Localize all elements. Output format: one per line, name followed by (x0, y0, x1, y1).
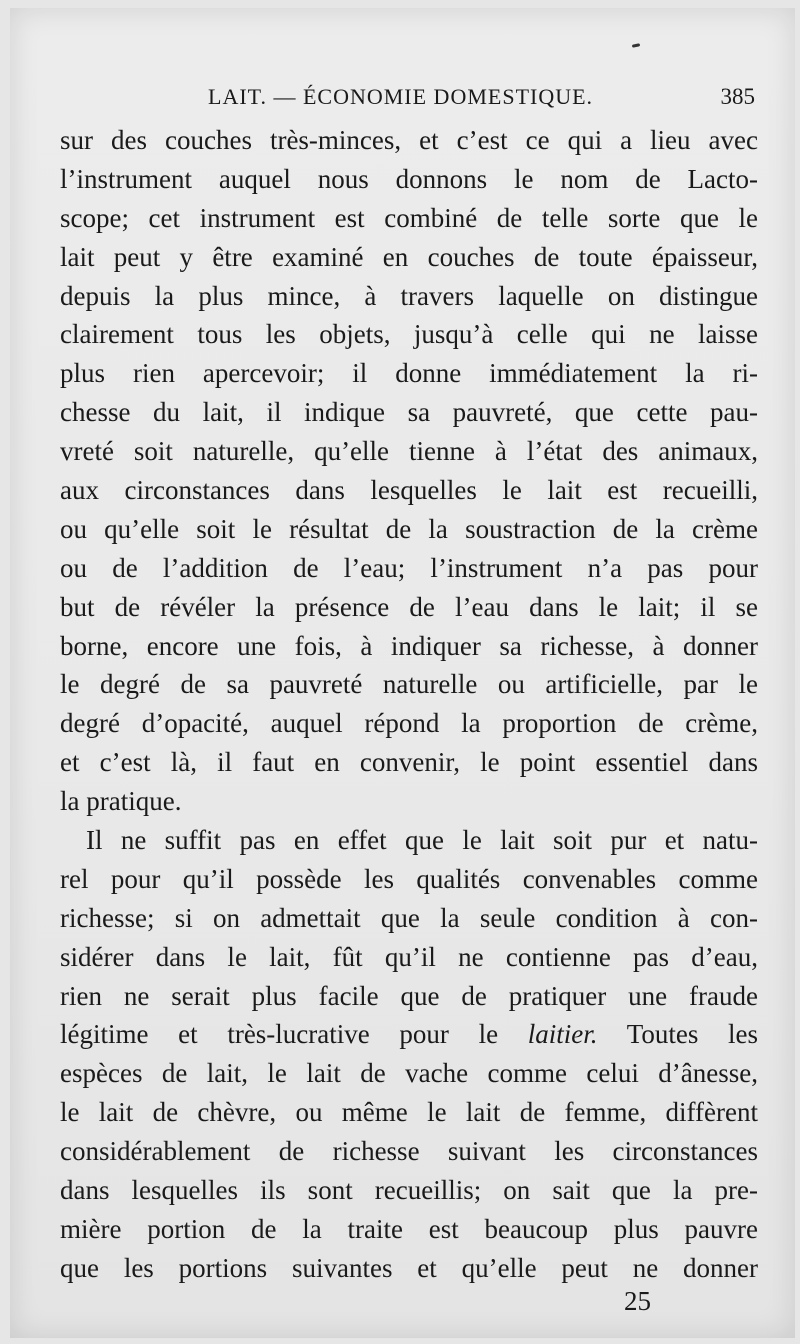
text-line: Il ne suffit pas en effet que le lait soit pur et natu- (86, 825, 758, 856)
page-number: 385 (720, 84, 755, 109)
text-line: espèces de lait, le lait de vache comme celui d’ânesse, (60, 1058, 758, 1089)
text-line: but de révéler la présence de l’eau dans le lait; il se (60, 591, 758, 622)
text-line: considérablement de richesse suivant les circonstances (60, 1136, 758, 1167)
text-line: plus rien apercevoir; il donne immédiatement la ri- (60, 358, 758, 389)
text-line: et c’est là, il faut en convenir, le point essentiel dans (60, 747, 758, 778)
text-line: le lait de chèvre, ou même le lait de femme, diffèrent (60, 1097, 758, 1128)
running-header (60, 84, 755, 114)
text-line: aux circonstances dans lesquelles le lait est recueilli, (60, 475, 758, 506)
text-line: clairement tous les objets, jusqu’à celle qui ne laisse (60, 319, 758, 350)
text-line: l’instrument auquel nous donnons le nom de Lacto- (60, 163, 758, 194)
line-start: légitime et très-lucrative pour le (60, 1019, 528, 1050)
text-line: rel pour qu’il possède les qualités convenables comme (60, 863, 758, 894)
text-line: rien ne serait plus facile que de pratiquer une fraude (60, 980, 758, 1011)
text-line: que les portions suivantes et qu’elle peut ne donner (60, 1252, 758, 1283)
text-line: vreté soit naturelle, qu’elle tienne à l’état des animaux, (60, 436, 758, 467)
text-line: borne, encore une fois, à indiquer sa richesse, à donner (60, 630, 758, 661)
italic-word: laitier. (527, 1019, 598, 1050)
text-line: depuis la plus mince, à travers laquelle on distingue (60, 280, 758, 311)
signature-mark: 25 (624, 1286, 651, 1316)
body-text (60, 121, 758, 1288)
text-line: le degré de sa pauvreté naturelle ou artificielle, par le (60, 669, 758, 700)
ink-speck (632, 43, 640, 48)
line-end: Toutes les (597, 1019, 758, 1050)
text-line: degré d’opacité, auquel répond la proportion de crème, (60, 708, 758, 739)
text-line: sidérer dans le lait, fût qu’il ne contienne pas d’eau, (60, 941, 758, 972)
text-line: sur des couches très-minces, et c’est ce qui a lieu avec (60, 125, 758, 155)
book-page (10, 8, 795, 1338)
text-line (60, 1015, 758, 1054)
text-line: la pratique. (60, 786, 182, 817)
text-line: richesse; si on admettait que la seule condition à con- (60, 902, 758, 933)
text-line: ou de l’addition de l’eau; l’instrument n’a pas pour (60, 552, 758, 583)
text-line: mière portion de la traite est beaucoup plus pauvre (60, 1213, 758, 1244)
text-line: lait peut y être examiné en couches de toute épaisseur, (60, 241, 758, 272)
header-title: LAIT. — ÉCONOMIE DOMESTIQUE. (208, 84, 594, 109)
text-line: chesse du lait, il indique sa pauvreté, que cette pau- (60, 397, 758, 428)
text-line: dans lesquelles ils sont recueillis; on sait que la pre- (60, 1175, 758, 1206)
text-line: ou qu’elle soit le résultat de la soustraction de la crème (60, 513, 758, 544)
text-line: scope; cet instrument est combiné de telle sorte que le (60, 202, 758, 233)
